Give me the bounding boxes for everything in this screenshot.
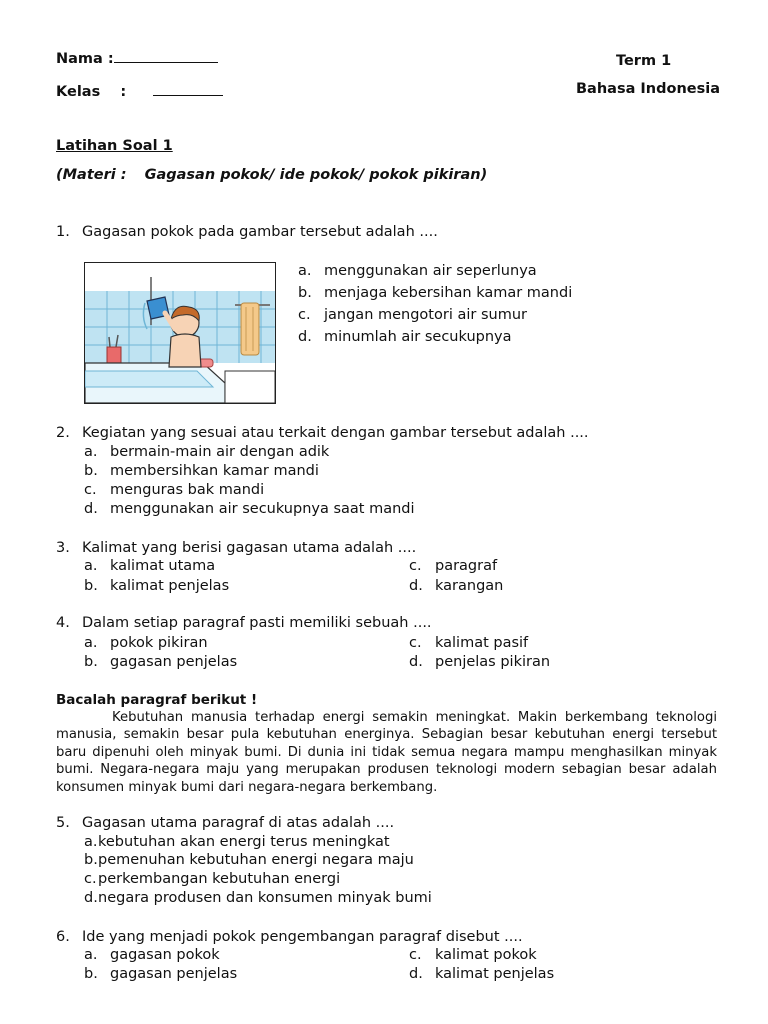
option-letter: d. [298, 329, 312, 345]
class-colon: : [120, 84, 127, 100]
q5-option-b[interactable] [84, 852, 414, 868]
option-letter: a. [84, 635, 98, 651]
q3-option-c[interactable] [409, 558, 497, 574]
option-letter: a. [84, 834, 98, 850]
q3-option-a[interactable] [84, 558, 215, 574]
option-text: karangan [435, 578, 504, 594]
q1-option-d[interactable] [298, 329, 512, 345]
option-text: paragraf [435, 558, 498, 574]
bathroom-illustration [84, 262, 276, 404]
class-field [56, 81, 223, 100]
materi-line [56, 167, 487, 183]
option-text: menguras bak mandi [110, 482, 265, 498]
question-2 [56, 425, 589, 441]
name-blank[interactable] [114, 48, 218, 63]
option-text: gagasan penjelas [110, 654, 238, 670]
q5-option-c[interactable] [84, 871, 340, 887]
question-number: 4. [56, 615, 70, 631]
q1-option-a[interactable] [298, 263, 537, 279]
q6-option-d[interactable] [409, 966, 554, 982]
q4-option-d[interactable] [409, 654, 550, 670]
option-letter: c. [409, 558, 422, 574]
option-letter: a. [84, 444, 98, 460]
option-text: perkembangan kebutuhan energi [98, 871, 341, 887]
question-3 [56, 540, 416, 556]
option-text: menggunakan air seperlunya [324, 263, 537, 279]
option-text: negara produsen dan konsumen minyak bumi [98, 890, 432, 906]
option-letter: d. [409, 578, 423, 594]
materi-label: (Materi : [56, 167, 127, 183]
class-label: Kelas [56, 84, 101, 100]
question-4 [56, 615, 432, 631]
question-text: Dalam setiap paragraf pasti memiliki sebuah .... [82, 615, 432, 631]
option-letter: b. [84, 966, 98, 982]
q5-option-a[interactable] [84, 834, 390, 850]
option-letter: b. [84, 578, 98, 594]
q4-option-c[interactable] [409, 635, 528, 651]
option-letter: c. [84, 871, 97, 887]
term-label: Term 1 [616, 53, 672, 69]
q2-option-d[interactable] [84, 501, 415, 517]
option-text: pemenuhan kebutuhan energi negara maju [98, 852, 414, 868]
bathroom-illustration-icon [85, 263, 275, 403]
option-letter: c. [409, 947, 422, 963]
question-text: Gagasan utama paragraf di atas adalah .... [82, 815, 395, 831]
option-text: gagasan pokok [110, 947, 220, 963]
option-text: pokok pikiran [110, 635, 208, 651]
question-text: Kegiatan yang sesuai atau terkait dengan gambar tersebut adalah .... [82, 425, 589, 441]
class-blank[interactable] [153, 81, 223, 96]
q1-option-c[interactable] [298, 307, 527, 323]
option-letter: c. [84, 482, 97, 498]
option-text: penjelas pikiran [435, 654, 551, 670]
question-number: 6. [56, 929, 70, 945]
subject-label: Bahasa Indonesia [576, 81, 721, 97]
reading-paragraph [56, 709, 717, 796]
option-text: kalimat pokok [435, 947, 537, 963]
question-number: 5. [56, 815, 70, 831]
q2-option-c[interactable] [84, 482, 264, 498]
option-letter: b. [298, 285, 312, 301]
option-letter: d. [409, 654, 423, 670]
option-text: kebutuhan akan energi terus meningkat [98, 834, 390, 850]
question-text: Ide yang menjadi pokok pengembangan paragraf disebut .... [82, 929, 523, 945]
option-text: menjaga kebersihan kamar mandi [324, 285, 573, 301]
page-title: Latihan Soal 1 [56, 138, 173, 154]
q4-option-b[interactable] [84, 654, 237, 670]
option-text: gagasan penjelas [110, 966, 238, 982]
option-text: menggunakan air secukupnya saat mandi [110, 501, 415, 517]
option-text: kalimat penjelas [110, 578, 230, 594]
option-text: membersihkan kamar mandi [110, 463, 319, 479]
q4-option-a[interactable] [84, 635, 208, 651]
reading-paragraph-text: Kebutuhan manusia terhadap energi semakin meningkat. Makin berkembang teknologi manusia, semakin besar pula kebutuhan energinya. Sebagian besar kebutuhan energi tersebut baru dipenuhi oleh minyak bumi. Di dunia ini tidak semua negara mampu menghasilkan minyak bumi. Negara-negara maju yang merupakan produsen teknologi modern sebagian besar adalah konsumen minyak bumi dari negara-negara berkembang. [56, 710, 717, 795]
option-text: kalimat utama [110, 558, 216, 574]
option-text: kalimat pasif [435, 635, 529, 651]
option-letter: a. [84, 558, 98, 574]
q6-option-c[interactable] [409, 947, 537, 963]
option-letter: b. [84, 654, 98, 670]
q3-option-b[interactable] [84, 578, 229, 594]
option-text: kalimat penjelas [435, 966, 555, 982]
q1-option-b[interactable] [298, 285, 572, 301]
option-text: minumlah air secukupnya [324, 329, 512, 345]
option-letter: c. [409, 635, 422, 651]
option-letter: d. [409, 966, 423, 982]
option-letter: c. [298, 307, 311, 323]
option-letter: a. [298, 263, 312, 279]
question-5 [56, 815, 394, 831]
option-letter: d. [84, 501, 98, 517]
option-letter: d. [84, 890, 98, 906]
question-number: 2. [56, 425, 70, 441]
question-number: 1. [56, 224, 70, 240]
q3-option-d[interactable] [409, 578, 503, 594]
q6-option-b[interactable] [84, 966, 237, 982]
name-field [56, 48, 218, 67]
option-text: bermain-main air dengan adik [110, 444, 330, 460]
q2-option-b[interactable] [84, 463, 319, 479]
q5-option-d[interactable] [84, 890, 432, 906]
option-letter: a. [84, 947, 98, 963]
reading-heading: Bacalah paragraf berikut ! [56, 692, 258, 708]
option-text: jangan mengotori air sumur [324, 307, 527, 323]
option-letter: b. [84, 463, 98, 479]
q6-option-a[interactable] [84, 947, 220, 963]
materi-text: Gagasan pokok/ ide pokok/ pokok pikiran) [144, 167, 488, 183]
question-text: Kalimat yang berisi gagasan utama adalah .... [82, 540, 417, 556]
name-label: Nama : [56, 51, 114, 67]
question-text: Gagasan pokok pada gambar tersebut adalah .... [82, 224, 438, 240]
question-1 [56, 224, 438, 240]
question-6 [56, 929, 523, 945]
option-letter: b. [84, 852, 98, 868]
question-number: 3. [56, 540, 70, 556]
q2-option-a[interactable] [84, 444, 329, 460]
